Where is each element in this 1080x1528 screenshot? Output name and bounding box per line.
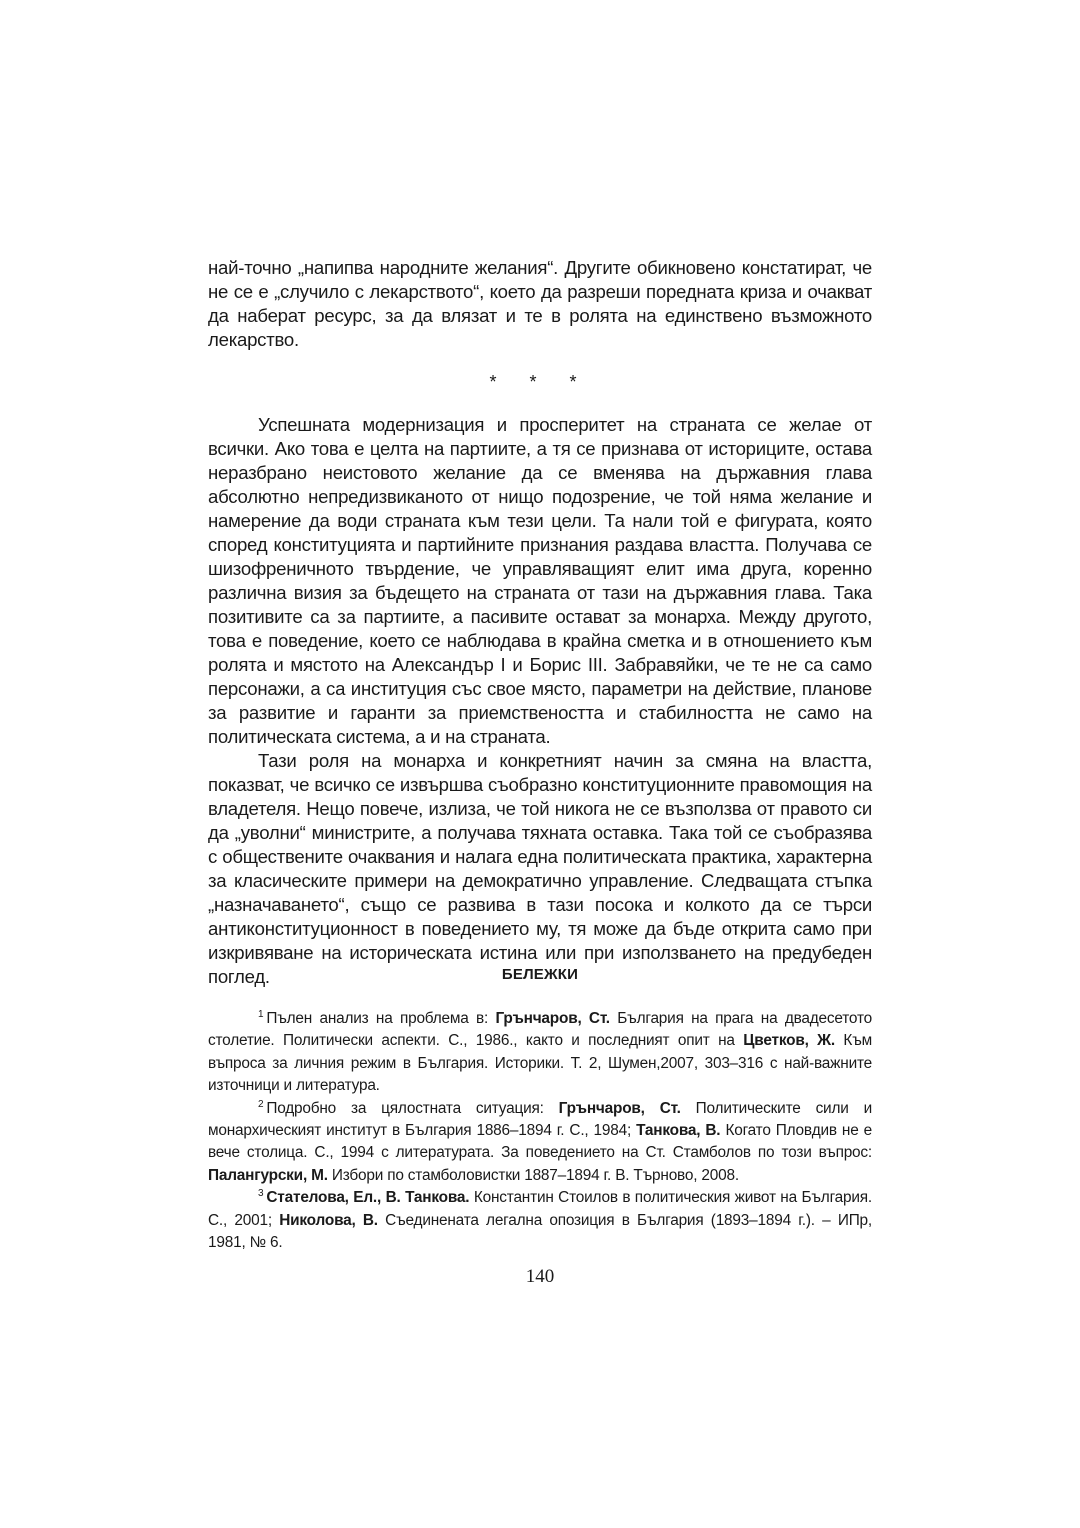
footnote-author: Стателова, Ел., В. Танкова. <box>266 1189 470 1207</box>
footnote-text: Пълен анализ на проблема в: <box>266 1010 496 1027</box>
paragraph-1: Успешната модернизация и просперитет на страната се желае от всички. Ако това е целта на партиите, а тя се признава от историците, остава неразбрано неистовото желание да се вменява на държавния глава абсолютно непредизвиканото от нищо подозрение, че той няма желание и намерение да води страната към тези цели. Та нали той е фигурата, която според конституцията и партийните признания раздава властта. Получава се шизофреничното твърдение, че управляващият елит има друга, коренно различна визия за бъдещето на страната от тази на държавния глава. Така позитивите са за партиите, а пасивите остават за монарха. Между другото, това е поведение, което се наблюдава в крайна сметка и в отношението към ролята и мястото на Александър I и Борис III. Забравяйки, че те не са само персонажи, а са институция със свое място, параметри на действие, планове за развитие и гаранти за приемствеността и стабилността не само на политическата система, а и на страната. <box>208 414 872 747</box>
footnote-number: 2 <box>258 1098 264 1110</box>
continuation-text: най-точно „напипва народните желания“. Другите обикновено констатират, че не се е „случило с лекарството“, което да разреши поредната криза и очакват да наберат ресурс, за да влязат и те в ролята на единствено възможното лекарство. <box>208 257 872 350</box>
footnote-author: Грънчаров, Ст. <box>558 1099 681 1117</box>
footnote-author: Танкова, В. <box>636 1122 721 1140</box>
footnote-number: 1 <box>258 1009 264 1020</box>
footnote-text: Избори по стамболовистки 1887–1894 г. В. Търново, 2008. <box>327 1166 739 1184</box>
footnote-author: Цветков, Ж. <box>743 1032 835 1050</box>
continuation-paragraph <box>208 256 872 352</box>
footnote-2 <box>208 1098 872 1188</box>
footnote-text: Към въпроса за личния режим в България. Историки. Т. 2, Шумен,2007, 303–316 с най-важните източници и литература. <box>208 1032 872 1095</box>
footnote-author: Грънчаров, Ст. <box>495 1010 610 1027</box>
footnote-1 <box>208 1008 872 1098</box>
notes-heading: БЕЛЕЖКИ <box>501 966 579 983</box>
footnote-author: Палангурски, М. <box>208 1166 328 1184</box>
footnotes <box>208 1008 872 1254</box>
body-text <box>208 413 872 989</box>
footnote-text: Съединената легална опозиция в България (1893–1894 г.). – ИПр, 1981, № 6. <box>208 1211 872 1252</box>
footnote-author: Николова, В. <box>279 1211 378 1229</box>
footnote-text: Константин Стоилов в политическия живот на България. С., 2001; <box>208 1189 872 1229</box>
section-separator: * * * <box>489 372 591 392</box>
paragraph-2: Тази роля на монарха и конкретният начин за смяна на властта, показват, че всичко се извършва съобразно конституционните правомощия на владетеля. Нещо повече, излиза, че той никога не се възползва от правото си да „уволни“ министрите, а получава тяхната оставка. Така той се съобразява с обществените очаквания и налага една политическата практика, характерна за класическите примери на демократично управление. Следващата стъпка „назначаването“, също се развива в тази посока и колкото да се търси антиконституционност в поведението му, тя може да бъде открита само при изкривяване на историческата истина или при използването на предубеден поглед. <box>208 750 872 987</box>
footnote-3 <box>208 1187 872 1254</box>
footnote-text: Когато Пловдив не е вече столица. С., 1994 с литературата. За поведението на Ст. Стамболов по този въпрос: <box>208 1122 872 1162</box>
footnote-text: Подробно за цялостната ситуация: <box>266 1099 559 1117</box>
page-number: 140 <box>525 1266 555 1287</box>
footnote-text: Политическите сили и монархическият институт в България 1886–1894 г. С., 1984; <box>208 1099 872 1140</box>
footnote-text: България на прага на двадесетото столетие. Политически аспекти. С., 1986., както и последният опит на <box>208 1010 872 1050</box>
footnote-number: 3 <box>258 1188 264 1200</box>
